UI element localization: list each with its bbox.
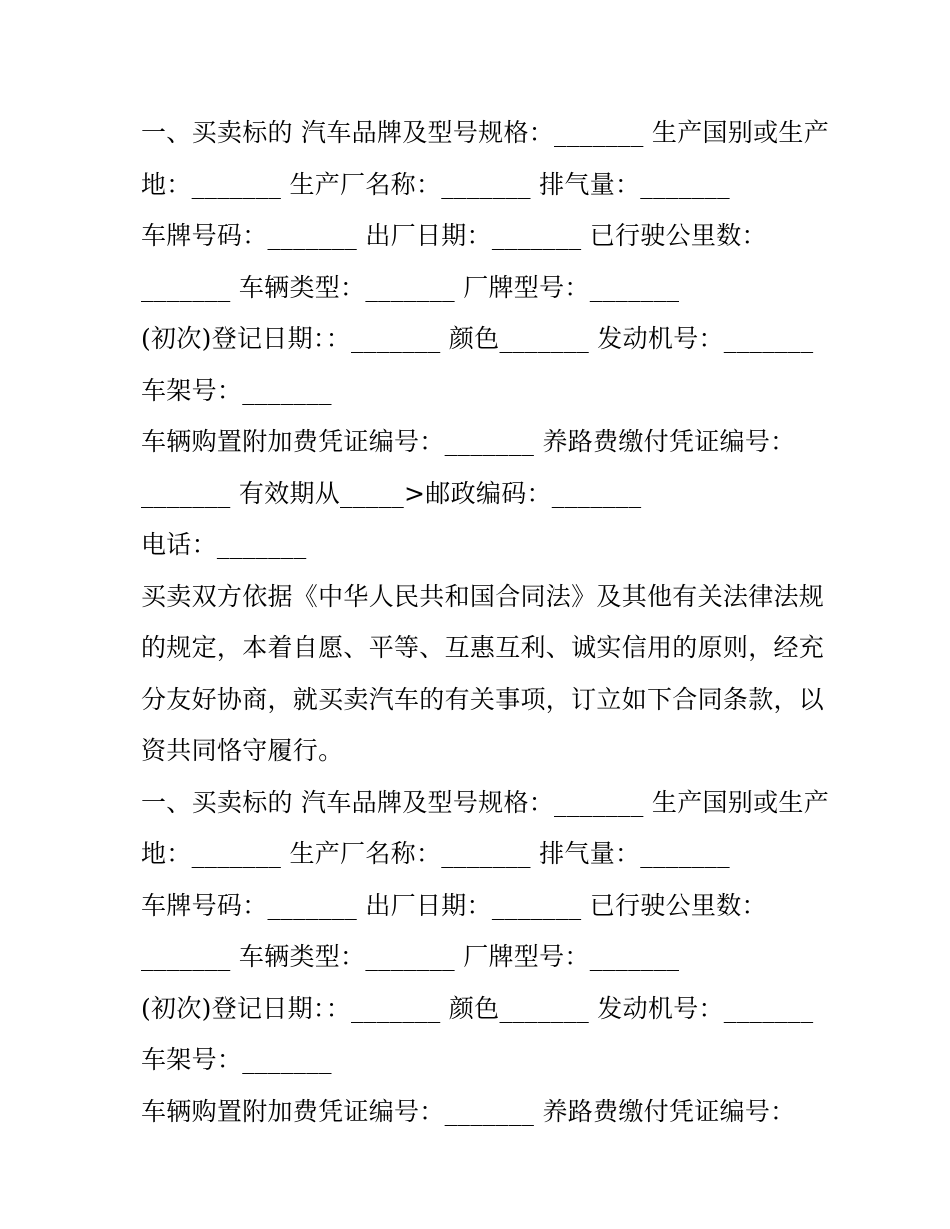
text-line: 车辆购置附加费凭证编号：_______ 养路费缴付凭证编号： <box>141 427 796 456</box>
text-line: _______ 车辆类型：_______ 厂牌型号：_______ <box>141 272 680 302</box>
text-line: 车牌号码：_______ 出厂日期：_______ 已行驶公里数： <box>141 221 767 250</box>
text-line: 车架号：_______ <box>141 1045 332 1074</box>
text-line: 车架号：_______ <box>141 375 332 405</box>
text-line: 车牌号码：_______ 出厂日期：_______ 已行驶公里数： <box>141 890 767 920</box>
text-line: 买卖双方依据《中华人民共和国合同法》及其他有关法律法规 <box>141 581 825 611</box>
document-body <box>141 107 831 1137</box>
text-line: 地：_______ 生产厂名称：_______ 排气量：_______ <box>141 839 730 868</box>
text-line: 分友好协商，就买卖汽车的有关事项，订立如下合同条款，以 <box>141 684 825 714</box>
text-line: _______ 车辆类型：_______ 厂牌型号：_______ <box>141 942 680 971</box>
text-line: 电话：_______ <box>141 530 307 559</box>
text-line: (初次)登记日期：：_______ 颜色_______ 发动机号：_______ <box>141 324 814 353</box>
text-line: (初次)登记日期：：_______ 颜色_______ 发动机号：_______ <box>141 993 814 1023</box>
text-line: 车辆购置附加费凭证编号：_______ 养路费缴付凭证编号： <box>141 1096 796 1126</box>
text-line: 地：_______ 生产厂名称：_______ 排气量：_______ <box>141 169 730 199</box>
text-line: 一、买卖标的 汽车品牌及型号规格：_______ 生产国别或生产 <box>141 787 829 817</box>
text-line: 资共同恪守履行。 <box>141 736 344 765</box>
text-line: 的规定，本着自愿、平等、互惠互利、诚实信用的原则，经充 <box>141 633 825 662</box>
text-line: _______ 有效期从_____>邮政编码：_______ <box>141 478 642 508</box>
text-line: 一、买卖标的 汽车品牌及型号规格：_______ 生产国别或生产 <box>141 118 829 147</box>
